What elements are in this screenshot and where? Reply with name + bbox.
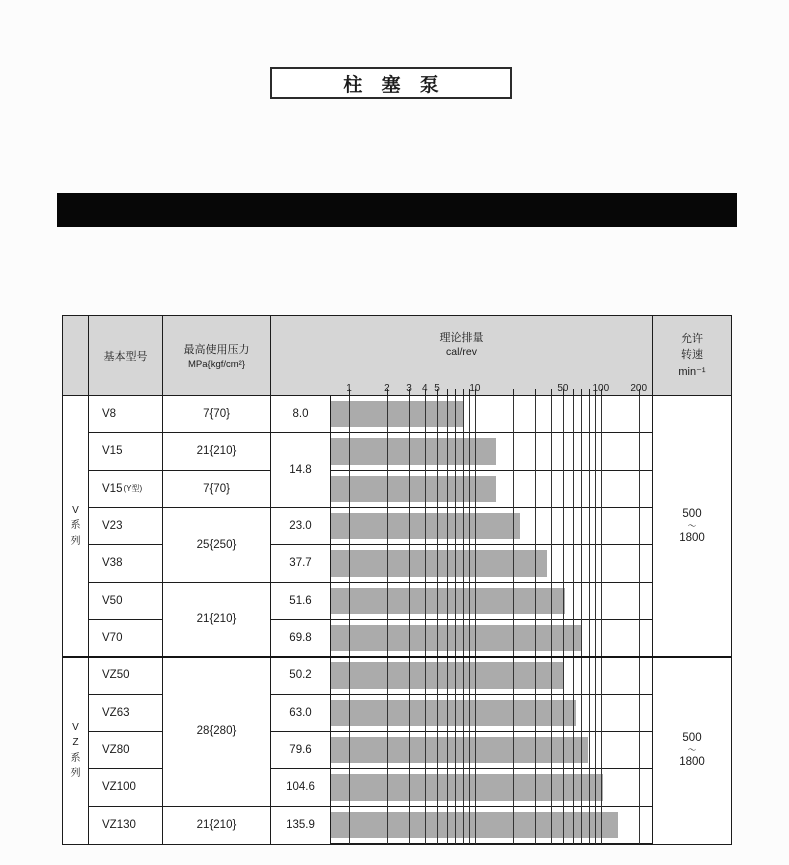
model-cell — [89, 545, 162, 582]
series-section-divider — [63, 656, 731, 658]
displacement-bar — [331, 737, 588, 763]
model-column-header: 基本型号 — [89, 316, 163, 395]
model-name: VZ100 — [102, 781, 136, 794]
pressure-cell: 28{280} — [163, 657, 270, 806]
model-cell — [89, 695, 162, 732]
table-body — [63, 396, 731, 844]
page-title-box — [270, 67, 512, 99]
chart-row — [331, 396, 652, 433]
chart-gridline — [437, 396, 438, 844]
redacted-black-bar — [57, 193, 737, 227]
model-name: VZ50 — [102, 669, 130, 682]
displacement-bar-chart — [331, 396, 653, 844]
chart-gridline — [551, 396, 552, 844]
series-label-char: 系 — [70, 752, 81, 764]
displacement-cell: 104.6 — [271, 769, 330, 806]
pressure-cell: 21{210} — [196, 819, 237, 832]
chart-row — [331, 732, 652, 769]
speed-range-tilde: 〜 — [687, 520, 697, 531]
pressure-cell: 21{210} — [163, 433, 270, 470]
displacement-cell: 51.6 — [271, 583, 330, 620]
pressure-cell: 7{70} — [163, 396, 270, 433]
axis-tick — [551, 389, 552, 395]
model-name: V23 — [102, 520, 123, 533]
speed-column — [653, 396, 731, 844]
displacement-bar — [331, 550, 547, 576]
chart-gridline — [535, 396, 536, 844]
chart-gridline — [455, 396, 456, 844]
axis-tick — [535, 389, 536, 395]
series-label-char: 系 — [70, 520, 81, 532]
chart-axis — [331, 316, 653, 395]
displacement-cell: 14.8 — [271, 433, 330, 508]
series-label-char: Z — [72, 737, 79, 749]
chart-gridline — [513, 396, 514, 844]
chart-gridline — [589, 396, 590, 844]
axis-tick-label: 50 — [557, 383, 569, 394]
displacement-cell: 63.0 — [271, 695, 330, 732]
series-column — [63, 396, 89, 844]
chart-gridline — [387, 396, 388, 844]
speed-range-value: 500 — [682, 732, 702, 745]
model-name: V8 — [102, 408, 117, 421]
displacement-cell: 69.8 — [271, 620, 330, 657]
series-column-header — [63, 316, 89, 395]
axis-tick — [573, 389, 574, 395]
axis-tick — [463, 389, 464, 395]
model-cell — [89, 657, 162, 694]
chart-row — [331, 508, 652, 545]
model-cell — [89, 732, 162, 769]
chart-row — [331, 471, 652, 508]
model-cell — [89, 433, 162, 470]
speed-column-header — [653, 316, 731, 395]
displacement-cell: 50.2 — [271, 657, 330, 694]
chart-unit-label: cal/rev — [446, 346, 477, 358]
chart-gridline — [447, 396, 448, 844]
pressure-cell: 25{250} — [163, 508, 270, 583]
displacement-chart-header — [271, 316, 653, 395]
series-label-char: V — [72, 504, 79, 516]
model-cell — [89, 583, 162, 620]
axis-tick — [589, 389, 590, 395]
speed-header-line2: 转速 — [681, 349, 703, 362]
chart-gridline — [425, 396, 426, 844]
displacement-bar — [331, 401, 463, 427]
pump-spec-table — [62, 315, 732, 845]
axis-tick-label: 10 — [469, 383, 481, 394]
chart-gridline — [581, 396, 582, 844]
displacement-bar — [331, 700, 576, 726]
displacement-bar — [331, 438, 496, 464]
speed-range-value: 1800 — [679, 531, 705, 544]
speed-cell — [653, 396, 731, 657]
series-label-char: 列 — [70, 768, 81, 780]
axis-tick-label: 100 — [592, 383, 610, 394]
model-cell — [89, 471, 162, 508]
model-name: V15 — [102, 482, 123, 495]
chart-row — [331, 433, 652, 470]
model-name: V70 — [102, 632, 123, 645]
displacement-cell: 8.0 — [271, 396, 330, 433]
axis-tick-label: 2 — [384, 383, 390, 394]
chart-gridline — [639, 396, 640, 844]
displacement-column — [271, 396, 331, 844]
model-cell — [89, 508, 162, 545]
chart-gridline — [349, 396, 350, 844]
chart-gridline — [573, 396, 574, 844]
model-cell — [89, 769, 162, 806]
speed-header-line1: 允许 — [681, 332, 703, 345]
axis-tick — [455, 389, 456, 395]
model-cell — [89, 807, 162, 844]
model-name: V38 — [102, 557, 123, 570]
model-cell — [89, 396, 162, 433]
axis-tick-label: 5 — [434, 383, 440, 394]
axis-tick — [581, 389, 582, 395]
chart-gridline — [409, 396, 410, 844]
axis-tick — [513, 389, 514, 395]
series-group-cell — [63, 657, 88, 844]
displacement-cell: 135.9 — [286, 819, 315, 832]
series-label-char: 列 — [70, 535, 81, 547]
chart-row — [331, 807, 652, 844]
pressure-column — [163, 396, 271, 844]
pressure-header-line1: 最高使用压力 — [183, 344, 250, 356]
series-label-char: V — [72, 721, 79, 733]
model-name: V50 — [102, 594, 123, 607]
displacement-cell: 37.7 — [271, 545, 330, 582]
pressure-column-header — [163, 316, 271, 395]
displacement-cell: 79.6 — [271, 732, 330, 769]
chart-row — [331, 620, 652, 657]
pressure-header-line2: MPa{kgf/cm²} — [187, 359, 246, 370]
chart-row — [331, 545, 652, 582]
pressure-cell: 21{210} — [163, 583, 270, 658]
chart-row — [331, 695, 652, 732]
pressure-cell: 7{70} — [163, 471, 270, 508]
chart-gridline — [469, 396, 470, 844]
displacement-cell: 23.0 — [271, 508, 330, 545]
model-name: VZ80 — [102, 744, 130, 757]
chart-gridline — [463, 396, 464, 844]
page-title: 柱 塞 泵 — [343, 74, 446, 96]
axis-tick-label: 3 — [406, 383, 412, 394]
table-header-row — [63, 316, 731, 396]
speed-range-tilde: 〜 — [687, 745, 697, 756]
speed-header-line3: min⁻¹ — [678, 365, 706, 378]
model-column — [89, 396, 163, 844]
displacement-bar — [331, 476, 496, 502]
chart-gridline — [475, 396, 476, 844]
chart-title: 理论排量 — [439, 332, 484, 344]
speed-cell — [653, 657, 731, 844]
speed-range-value: 1800 — [679, 756, 705, 769]
chart-row — [331, 583, 652, 620]
model-name: VZ130 — [102, 819, 136, 832]
model-name: VZ63 — [102, 706, 130, 719]
axis-tick — [447, 389, 448, 395]
series-group-cell — [63, 396, 88, 657]
model-name: V15 — [102, 445, 123, 458]
chart-row — [331, 657, 652, 694]
chart-gridline — [601, 396, 602, 844]
chart-gridline — [595, 396, 596, 844]
axis-tick-label: 1 — [346, 383, 352, 394]
chart-gridline — [563, 396, 564, 844]
speed-range-value: 500 — [682, 507, 702, 520]
axis-tick-label: 200 — [630, 383, 648, 394]
chart-row — [331, 769, 652, 806]
model-cell — [89, 620, 162, 657]
axis-tick-label: 4 — [422, 383, 428, 394]
model-suffix: (Y型) — [123, 484, 143, 494]
